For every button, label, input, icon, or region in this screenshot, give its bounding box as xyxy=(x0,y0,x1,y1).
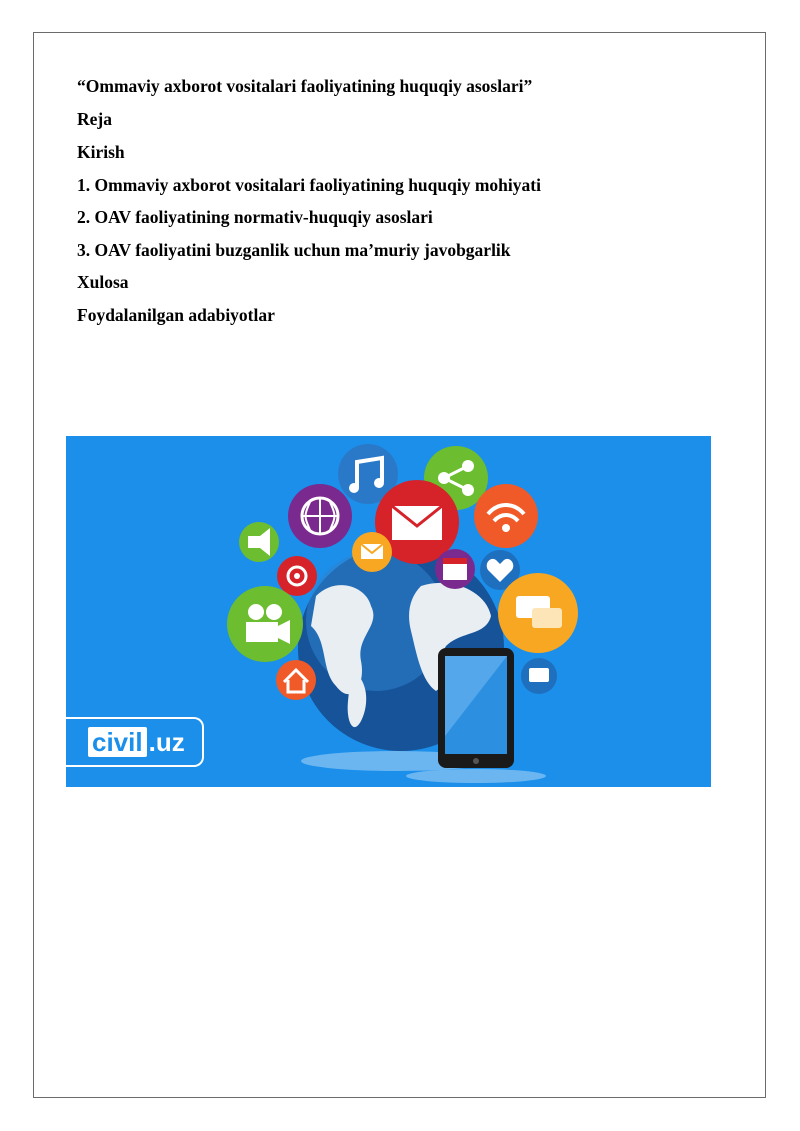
plan-heading: Reja xyxy=(77,109,112,129)
document-title: “Ommaviy axborot vositalari faoliyatining huquqiy asoslari” xyxy=(77,76,533,96)
plan-item-conclusion: Xulosa xyxy=(77,272,129,292)
video-camera-icon xyxy=(227,586,303,662)
logo-tld-text: .uz xyxy=(148,726,185,757)
plan-item-intro: Kirish xyxy=(77,142,125,162)
home-icon xyxy=(276,660,316,700)
logo-main-text: civil xyxy=(88,727,147,757)
chat-icon xyxy=(498,573,578,653)
plan-item-references: Foydalanilgan adabiyotlar xyxy=(77,305,275,325)
at-icon xyxy=(277,556,317,596)
calendar-icon xyxy=(435,549,475,589)
megaphone-icon xyxy=(239,522,279,562)
wifi-icon xyxy=(474,484,538,548)
media-banner-image xyxy=(66,436,711,787)
plan-item-2: 2. OAV faoliyatining normativ-huquqiy asoslari xyxy=(77,207,433,227)
globe-icon xyxy=(288,484,352,548)
message-icon xyxy=(521,658,557,694)
plan-item-3: 3. OAV faoliyatini buzganlik uchun ma’muriy javobgarlik xyxy=(77,240,511,260)
plan-item-1: 1. Ommaviy axborot vositalari faoliyatining huquqiy mohiyati xyxy=(77,175,541,195)
envelope-icon xyxy=(352,532,392,572)
tablet-icon xyxy=(438,648,514,768)
civil-uz-logo xyxy=(66,717,204,767)
